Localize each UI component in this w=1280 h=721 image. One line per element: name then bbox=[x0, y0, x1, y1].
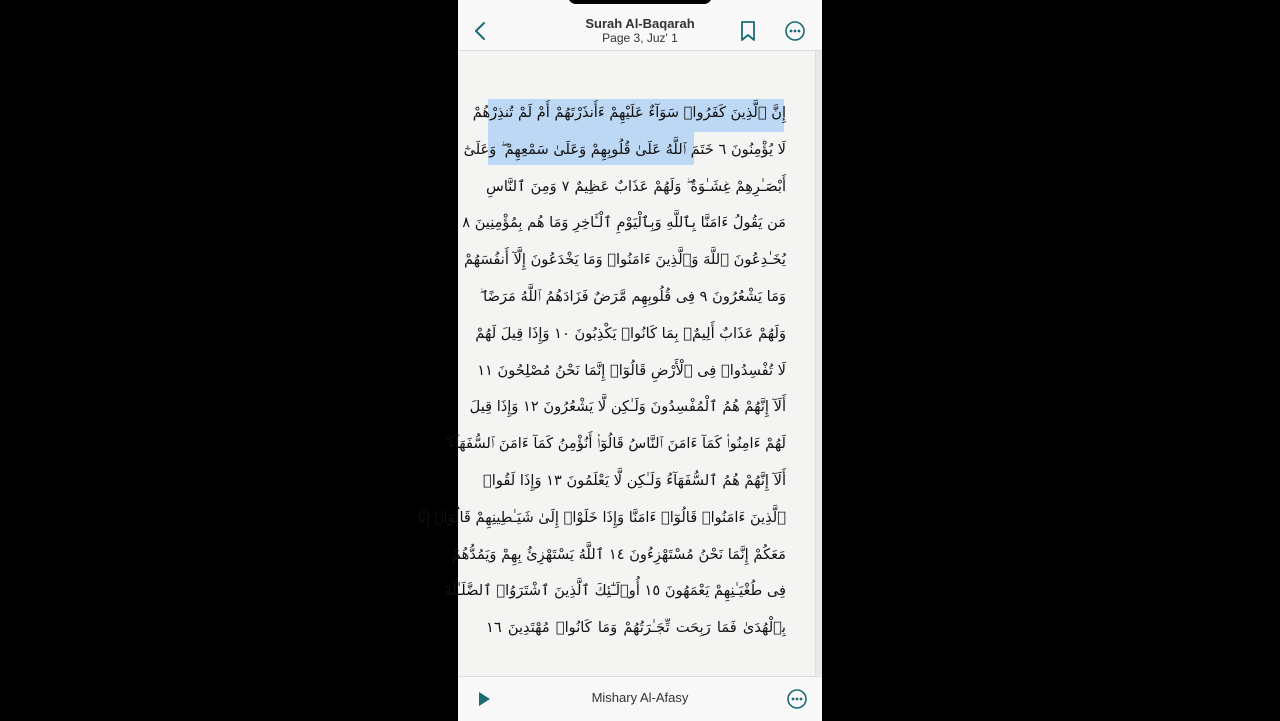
quran-line[interactable]: يُخَـٰدِعُونَ ٱللَّهَ وَٱلَّذِينَ ءَامَنُوا۟ وَمَا يَخْدَعُونَ إِلَّآ أَنفُسَهُمْ bbox=[463, 251, 786, 269]
quran-line[interactable]: بِٱلْهُدَىٰ فَمَا رَبِحَت تِّجَـٰرَتُهُمْ وَمَا كَانُوا۟ مُهْتَدِينَ ١٦ bbox=[486, 619, 786, 637]
quran-line[interactable]: مَعَكُمْ إِنَّمَا نَحْنُ مُسْتَهْزِءُونَ ١٤ ٱللَّهُ يَسْتَهْزِئُ بِهِمْ وَيَمُدُّهُمْ bbox=[451, 545, 786, 563]
more-options-button[interactable] bbox=[784, 20, 806, 42]
quran-line[interactable]: أَلَآ إِنَّهُمْ هُمُ ٱلْمُفْسِدُونَ وَلَـٰكِن لَّا يَشْعُرُونَ ١٢ وَإِذَا قِيلَ bbox=[469, 398, 786, 416]
quran-text-block bbox=[417, 95, 786, 647]
ellipsis-circle-icon bbox=[784, 20, 806, 42]
quran-line[interactable]: فِى طُغْيَـٰنِهِمْ يَعْمَهُونَ ١٥ أُو۟لَـٰٓئِكَ ٱلَّذِينَ ٱشْتَرَوُا۟ ٱلضَّلَـٰلَةَ bbox=[444, 582, 786, 600]
navigation-bar bbox=[458, 0, 822, 51]
bookmark-icon bbox=[740, 20, 756, 42]
quran-line[interactable]: وَلَهُمْ عَذَابٌ أَلِيمٌۢ بِمَا كَانُوا۟ يَكْذِبُونَ ١٠ وَإِذَا قِيلَ لَهُمْ bbox=[475, 324, 786, 342]
quran-line[interactable]: لَهُمْ ءَامِنُوا۟ كَمَآ ءَامَنَ ٱلنَّاسُ قَالُوٓا۟ أَنُؤْمِنُ كَمَآ ءَامَنَ ٱلسُّفَهَآءُ ۗ bbox=[444, 435, 786, 453]
status-notch bbox=[568, 0, 712, 4]
quran-line[interactable]: وَمَا يَشْعُرُونَ ٩ فِى قُلُوبِهِم مَّرَضٌ فَزَادَهُمُ ٱللَّهُ مَرَضًا ۖ bbox=[479, 287, 786, 305]
quran-line[interactable]: لَا يُؤْمِنُونَ ٦ خَتَمَ ٱللَّهُ عَلَىٰ قُلُوبِهِمْ وَعَلَىٰ سَمْعِهِمْ ۖ وَعَلَىٰٓ bbox=[463, 140, 786, 158]
quran-line[interactable]: إِنَّ ٱلَّذِينَ كَفَرُوا۟ سَوَآءٌ عَلَيْهِمْ ءَأَنذَرْتَهُمْ أَمْ لَمْ تُنذِرْهُمْ bbox=[472, 104, 786, 121]
quran-line[interactable]: مَن يَقُولُ ءَامَنَّا بِٱللَّهِ وَبِٱلْيَوْمِ ٱلْـَٔاخِرِ وَمَا هُم بِمُؤْمِنِينَ ٨ bbox=[462, 214, 786, 232]
quran-line[interactable]: أَبْصَـٰرِهِمْ غِشَـٰوَةٌ ۖ وَلَهُمْ عَذَابٌ عَظِيمٌ ٧ وَمِنَ ٱلنَّاسِ bbox=[486, 177, 786, 195]
surah-title: Surah Al-Baqarah bbox=[585, 16, 695, 31]
player-options-button[interactable] bbox=[786, 688, 808, 710]
quran-line[interactable]: ٱلَّذِينَ ءَامَنُوا۟ قَالُوٓا۟ ءَامَنَّا وَإِذَا خَلَوْا۟ إِلَىٰ شَيَـٰطِينِهِمْ قَالُوٓا۟ إِنَّا bbox=[417, 508, 786, 526]
quran-line[interactable]: أَلَآ إِنَّهُمْ هُمُ ٱلسُّفَهَآءُ وَلَـٰكِن لَّا يَعْلَمُونَ ١٣ وَإِذَا لَقُوا۟ bbox=[483, 471, 786, 489]
quran-line[interactable]: لَا تُفْسِدُوا۟ فِى ٱلْأَرْضِ قَالُوٓا۟ إِنَّمَا نَحْنُ مُصْلِحُونَ ١١ bbox=[477, 361, 786, 379]
phone-screen bbox=[417, 0, 822, 720]
mushaf-page[interactable] bbox=[417, 51, 822, 675]
page-edge bbox=[815, 51, 822, 675]
ellipsis-circle-icon bbox=[786, 688, 808, 710]
page-juz-subtitle: Page 3, Juz' 1 bbox=[602, 31, 678, 45]
audio-player-bar bbox=[458, 676, 822, 721]
reciter-name[interactable]: Mishary Al-Afasy bbox=[591, 690, 689, 705]
bookmark-button[interactable] bbox=[740, 20, 756, 42]
